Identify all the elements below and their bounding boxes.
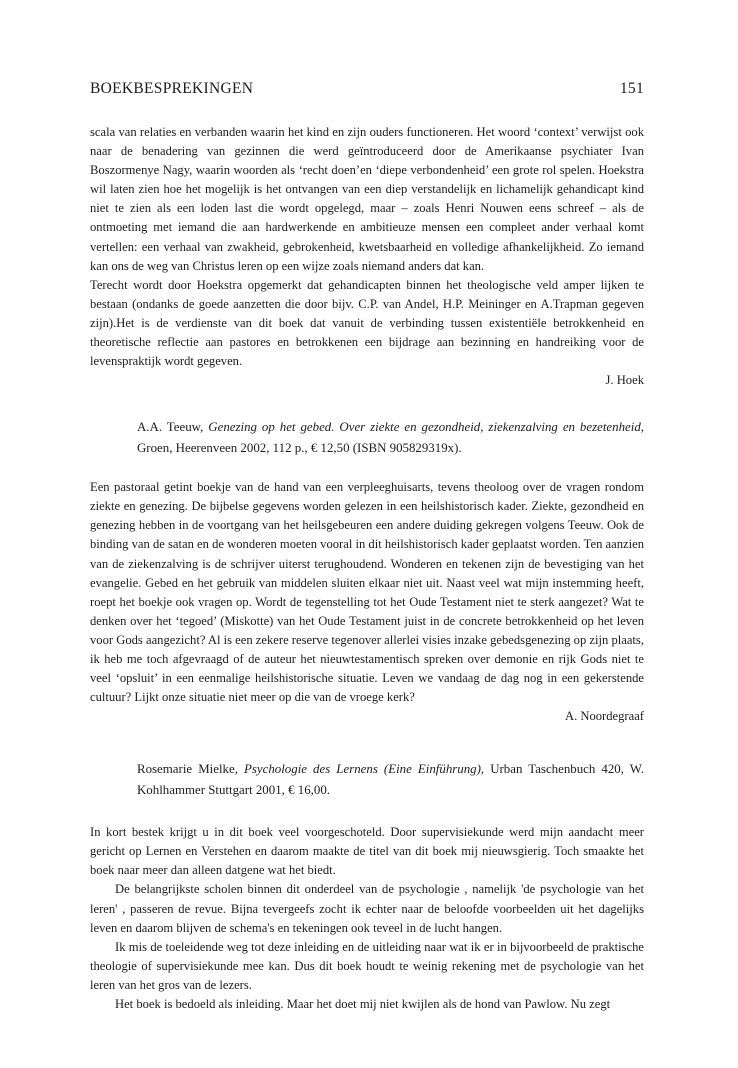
review2-author: A. Noordegraaf [564,709,644,724]
review3-paragraph-4: Het boek is bedoeld als inleiding. Maar het doet mij niet kwijlen als de hond van Pawlow. Nu zegt [115,997,611,1011]
review3-paragraph-1: In kort bestek krijgt u in dit boek veel voorgeschoteld. Door supervisiekunde werd mijn aandacht meer gericht op Lernen en Verstehen en daarom maakte de titel van dit boek mij nieuwsgierig. Toch smaakte het boek naar meer dan alleen datgene wat het biedt. [90,825,644,878]
review1-author: J. Hoek [605,373,644,388]
review2-book-reference [137,417,644,458]
section-title: BOEKBESPREKINGEN [90,80,254,97]
review3-ref-title: Psychologie des Lernens (Eine Einführung) [244,762,481,777]
review3-ref-details: , Urban Taschenbuch 420, W. Kohlhammer Stuttgart 2001, € 16,00. [137,762,644,797]
review2-ref-details: Groen, Heerenveen 2002, 112 p., € 12,50 (ISBN 905829319x). [137,440,462,455]
review2-ref-title: Genezing op het gebed. Over ziekte en gezondheid, ziekenzalving en bezetenheid, [208,420,644,435]
page-content [90,123,644,1014]
review1-paragraph-1: scala van relaties en verbanden waarin het kind en zijn ouders functioneren. Het woord ‘context’ verwijst ook naar de benadering van gezinnen die werd geïntroduceerd door de Amerikaanse psychiater Ivan Boszormenye Nagy, waarin woorden als ‘recht doen’en ‘diepe verbondenheid’ een grote rol spelen. Hoekstra wil laten zien hoe het mogelijk is het ontvangen van een diep verstandelijk en lichamelijk gehandicapt kind niet te zien als een loden last die wordt opgelegd, maar – zoals Henri Nouwen eens schreef – als de ontmoeting met iemand die aan hardwerkende en ambitieuze mensen een compleet ander verhaal komt vertellen: een verhaal van zwakheid, gebrokenheid, kwetsbaarheid en volledige afhankelijkheid. Zo iemand kan ons de weg van Christus leren op een wijze zoals niemand anders dat kan. [90,125,644,273]
review2-paragraph: Een pastoraal getint boekje van de hand van een verpleeghuisarts, tevens theoloog over de vragen rondom ziekte en genezing. De bijbelse gegevens worden gelezen in een heilshistorisch kader. Ziekte, gezondheid en genezing hebben in de voortgang van het heilsgebeuren een andere duiding gekregen volgens Teeuw. Ook de binding van de satan en de wonderen moeten vooral in dit heilshistorisch kader geplaatst worden. Ten aanzien van de ziekenzalving is de schrijver uiterst terughoudend. Wonderen en tekenen zijn de bevestiging van het evangelie. Gebed en het gebruik van middelen sluiten elkaar niet uit. Naast veel wat mijn instemming heeft, roept het boekje ook vragen op. Wordt de tegenstelling tot het Oude Testament niet te sterk aangezet? Wat te denken over het ‘tegoed’ (Miskotte) van het Oude Testament juist in de concrete betrokkenheid op het leven voor Gods aangezicht? Al is een zekere reserve tegenover allerlei visies inzake gebedsgenezing op zijn plaats, ik heb me toch afgevraagd of de auteur het nieuwtestamentisch spreken over demonie en rijk Gods niet te veel ‘opsluit’ in een eenmalige heilshistorische situatie. Leven we vandaag de dag nog in een gekerstende cultuur? Lijkt onze situatie niet meer op die van de vroege kerk? [90,480,644,705]
page-number: 151 [619,80,644,97]
review3-paragraph-3: Ik mis de toeleidende weg tot deze inleiding en de uitleiding naar wat ik er in bijvoorbeeld de praktische theologie of supervisiekunde mee kan. Dus dit boek houdt te weinig rekening met de psychologie van het leren van het gros van de lezers. [90,939,644,992]
review3-book-reference [137,759,644,800]
review1-paragraph-2: Terecht wordt door Hoekstra opgemerkt dat gehandicapten binnen het theologische veld amper lijken te bestaan (ondanks de goede aanzetten die door bijv. C.P. van Andel, H.P. Meininger en A.Trapman gegeven zijn).Het is de verdienste van dit boek dat vanuit de verbinding tussen existentiële betrokkenheid en theoretische reflectie aan pastores en betrokkenen een bijdrage aan bezinning en handreiking voor de levenspraktijk wordt gegeven. [90,277,644,369]
review3-paragraph-2: De belangrijkste scholen binnen dit onderdeel van de psychologie , namelijk 'de psychologie van het leren' , passeren de revue. Bijna tevergeefs zocht ik echter naar de beloofde voorbeelden uit het dagelijks leven en daarom blijven de schema's en tekeningen ook teveel in de lucht hangen. [90,882,644,935]
review3-ref-author: Rosemarie Mielke, [137,762,244,777]
review2-ref-author: A.A. Teeuw, [137,420,209,435]
running-header [90,80,644,98]
